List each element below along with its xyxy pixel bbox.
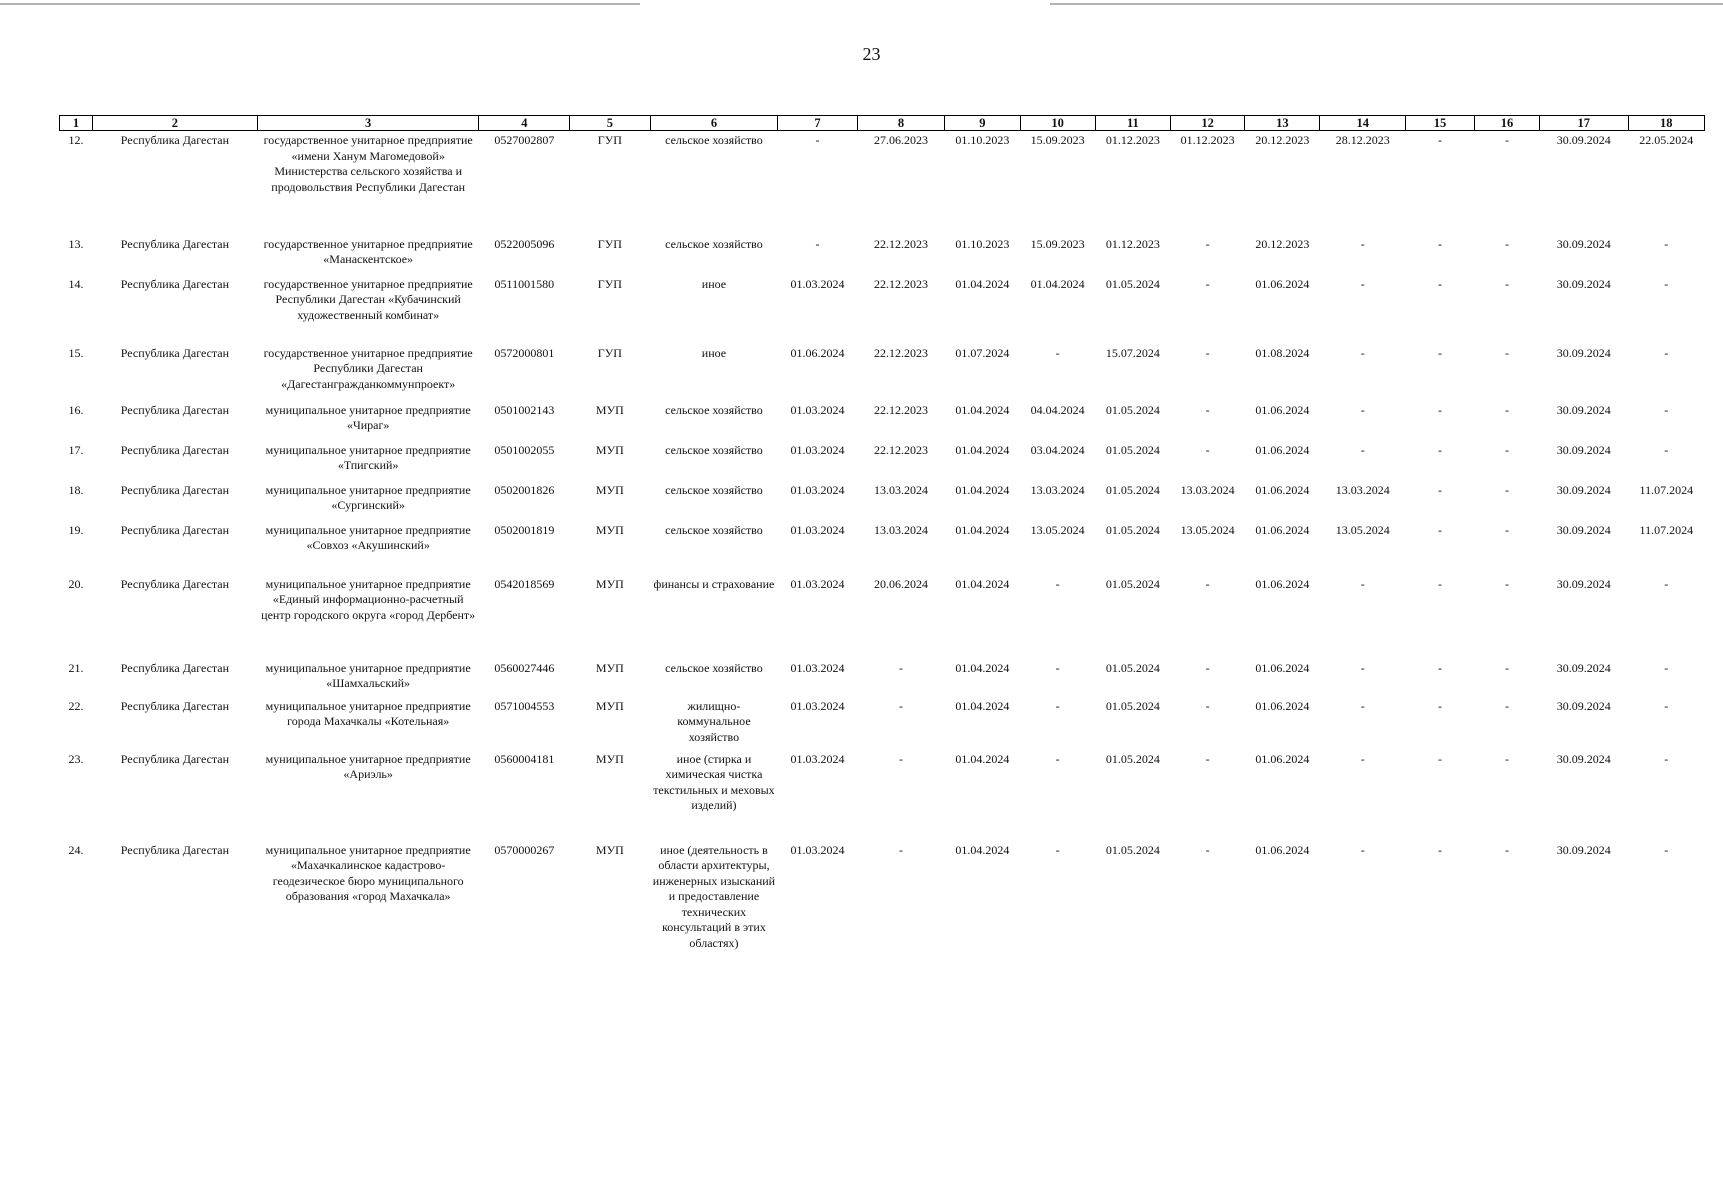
col12-cell: - <box>1205 236 1210 251</box>
col10-cell: - <box>1055 842 1060 857</box>
sector-cell: сельское хозяйство <box>665 660 763 675</box>
legal-form-cell: МУП <box>595 751 624 766</box>
sector-cell: сельское хозяйство <box>665 522 763 537</box>
col17-cell: 30.09.2024 <box>1556 133 1611 147</box>
col14-cell: - <box>1360 236 1365 251</box>
col18-cell: - <box>1664 402 1669 417</box>
table-row <box>60 521 1705 575</box>
col17-cell: 30.09.2024 <box>1556 522 1611 537</box>
inn-cell: 0571004553 <box>494 698 555 713</box>
col10-cell: 04.04.2024 <box>1030 402 1085 417</box>
col17-cell: 30.09.2024 <box>1556 751 1611 766</box>
col18-cell: - <box>1664 345 1669 360</box>
col11-cell: 01.05.2024 <box>1105 442 1160 457</box>
inn-cell: 0570000267 <box>494 842 555 857</box>
col7-cell: 01.03.2024 <box>790 442 845 457</box>
col7-cell: 01.03.2024 <box>790 698 845 713</box>
organization-name-cell: муниципальное унитарное предприятие города Махачкалы «Котельная» <box>265 698 471 728</box>
inn-cell: 0572000801 <box>494 345 555 360</box>
col12-cell: - <box>1205 442 1210 457</box>
col18-cell: - <box>1664 576 1669 591</box>
inn-cell: 0542018569 <box>494 576 555 591</box>
sector-cell: иное (стирка и химическая чистка текстильных и меховых изделий) <box>653 751 775 812</box>
col14-cell: - <box>1360 660 1365 675</box>
col18-cell: - <box>1664 751 1669 766</box>
col13-cell: 20.12.2023 <box>1255 236 1310 251</box>
table-row <box>60 697 1705 750</box>
legal-form-cell: ГУП <box>597 276 622 291</box>
region-cell: Республика Дагестан <box>120 442 230 457</box>
col8-cell: 22.12.2023 <box>874 345 928 360</box>
col7-cell: - <box>815 133 820 147</box>
col14-cell: - <box>1360 842 1365 857</box>
page-number: 23 <box>862 44 881 64</box>
col16-cell: - <box>1505 482 1509 497</box>
col10-cell: - <box>1055 751 1060 766</box>
col7-cell: 01.03.2024 <box>790 522 845 537</box>
col17-cell: 30.09.2024 <box>1556 402 1611 417</box>
col13-cell: 01.06.2024 <box>1255 698 1310 713</box>
col11-cell: 01.05.2024 <box>1105 698 1160 713</box>
organization-name-cell: государственное унитарное предприятие «имени Ханум Магомедовой» Министерства сельского хозяйства и продовольствия Республики Дагестан <box>263 133 473 194</box>
col14-cell: - <box>1360 576 1365 591</box>
col18-cell: - <box>1664 442 1669 457</box>
row-number: 20. <box>68 576 84 591</box>
col15-cell: - <box>1438 276 1443 291</box>
col11-cell: 01.05.2024 <box>1105 276 1160 291</box>
col8-cell: 20.06.2024 <box>874 576 928 591</box>
col9-cell: 01.04.2024 <box>955 751 1010 766</box>
column-header-1: 1 <box>60 116 93 131</box>
sector-cell: жилищно-коммунальное хозяйство <box>677 698 751 744</box>
col9-cell: 01.04.2024 <box>955 482 1010 497</box>
organization-name-cell: муниципальное унитарное предприятие «Махачкалинское кадастрово-геодезическое бюро муниципального образования «город Махачкала» <box>265 842 471 903</box>
col10-cell: 13.03.2024 <box>1030 482 1085 497</box>
region-cell: Республика Дагестан <box>120 522 230 537</box>
table-row <box>60 575 1705 659</box>
col18-cell: 11.07.2024 <box>1639 482 1694 497</box>
row-number: 15. <box>68 345 84 360</box>
region-cell: Республика Дагестан <box>120 345 230 360</box>
table-row <box>60 275 1705 344</box>
col10-cell: 01.04.2024 <box>1030 276 1085 291</box>
col9-cell: 01.04.2024 <box>955 522 1010 537</box>
col18-cell: - <box>1664 276 1669 291</box>
col10-cell: 03.04.2024 <box>1030 442 1085 457</box>
legal-form-cell: МУП <box>595 482 624 497</box>
column-header-6: 6 <box>650 116 778 131</box>
col14-cell: - <box>1360 442 1365 457</box>
row-number: 14. <box>68 276 84 291</box>
row-number: 22. <box>68 698 84 713</box>
col14-cell: - <box>1360 402 1365 417</box>
organization-name-cell: государственное унитарное предприятие Республики Дагестан «Дагестангражданкоммунпроект» <box>263 345 473 391</box>
col8-cell: 27.06.2023 <box>874 133 928 147</box>
col9-cell: 01.04.2024 <box>955 576 1010 591</box>
col17-cell: 30.09.2024 <box>1556 276 1611 291</box>
col8-cell: 22.12.2023 <box>874 236 928 251</box>
col15-cell: - <box>1438 133 1443 147</box>
column-header-12: 12 <box>1171 116 1245 131</box>
organization-name-cell: государственное унитарное предприятие «Манаскентское» <box>263 236 473 266</box>
sector-cell: сельское хозяйство <box>665 442 763 457</box>
col13-cell: 01.06.2024 <box>1255 522 1310 537</box>
col11-cell: 01.12.2023 <box>1105 133 1160 147</box>
table-row <box>60 841 1705 991</box>
inn-cell: 0511001580 <box>494 276 555 291</box>
col11-cell: 01.05.2024 <box>1105 402 1160 417</box>
region-cell: Республика Дагестан <box>120 236 230 251</box>
col8-cell: - <box>899 751 903 766</box>
sector-cell: финансы и страхование <box>653 576 775 591</box>
col15-cell: - <box>1438 236 1443 251</box>
col12-cell: - <box>1205 698 1210 713</box>
col18-cell: 11.07.2024 <box>1639 522 1694 537</box>
legal-form-cell: МУП <box>595 576 624 591</box>
col14-cell: - <box>1360 751 1365 766</box>
col18-cell: - <box>1664 842 1669 857</box>
column-header-17: 17 <box>1539 116 1628 131</box>
col12-cell: - <box>1205 576 1210 591</box>
legal-form-cell: ГУП <box>597 236 622 251</box>
col16-cell: - <box>1505 522 1509 537</box>
organization-name-cell: муниципальное унитарное предприятие «Совхоз «Акушинский» <box>265 522 471 552</box>
region-cell: Республика Дагестан <box>120 133 230 147</box>
col7-cell: 01.03.2024 <box>790 751 845 766</box>
col8-cell: 13.03.2024 <box>874 482 928 497</box>
col16-cell: - <box>1505 442 1509 457</box>
col12-cell: - <box>1205 345 1210 360</box>
col10-cell: - <box>1055 660 1060 675</box>
col8-cell: 22.12.2023 <box>874 402 928 417</box>
col15-cell: - <box>1438 345 1443 360</box>
col13-cell: 01.06.2024 <box>1255 660 1310 675</box>
inn-cell: 0560004181 <box>494 751 555 766</box>
col12-cell: 01.12.2023 <box>1180 133 1235 147</box>
inn-cell: 0501002143 <box>494 402 555 417</box>
col13-cell: 01.06.2024 <box>1255 402 1310 417</box>
legal-form-cell: ГУП <box>597 345 622 360</box>
col7-cell: 01.03.2024 <box>790 482 845 497</box>
col13-cell: 01.06.2024 <box>1255 276 1310 291</box>
col12-cell: 13.05.2024 <box>1180 522 1235 537</box>
col11-cell: 01.05.2024 <box>1105 842 1160 857</box>
col18-cell: 22.05.2024 <box>1639 133 1694 147</box>
row-number: 13. <box>68 236 84 251</box>
column-header-2: 2 <box>92 116 257 131</box>
col9-cell: 01.10.2023 <box>955 236 1010 251</box>
col7-cell: - <box>815 236 820 251</box>
table-row <box>60 481 1705 521</box>
organization-name-cell: государственное унитарное предприятие Республики Дагестан «Кубачинский художественный комбинат» <box>263 276 473 322</box>
col9-cell: 01.04.2024 <box>955 276 1010 291</box>
col9-cell: 01.04.2024 <box>955 842 1010 857</box>
organization-name-cell: муниципальное унитарное предприятие «Ариэль» <box>265 751 471 781</box>
col9-cell: 01.10.2023 <box>955 133 1010 147</box>
row-number: 21. <box>68 660 84 675</box>
table-row <box>60 344 1705 401</box>
row-number: 19. <box>68 522 84 537</box>
col13-cell: 01.06.2024 <box>1255 751 1310 766</box>
page-top-rule <box>0 3 1723 5</box>
col10-cell: 15.09.2023 <box>1030 236 1085 251</box>
table-row <box>60 235 1705 275</box>
col10-cell: - <box>1055 698 1060 713</box>
col10-cell: 13.05.2024 <box>1030 522 1085 537</box>
column-header-7: 7 <box>778 116 857 131</box>
col10-cell: - <box>1055 345 1060 360</box>
registry-table <box>59 115 1705 991</box>
col14-cell: - <box>1360 698 1365 713</box>
region-cell: Республика Дагестан <box>120 842 230 857</box>
col13-cell: 01.06.2024 <box>1255 442 1310 457</box>
col7-cell: 01.03.2024 <box>790 842 845 857</box>
legal-form-cell: МУП <box>595 660 624 675</box>
col13-cell: 01.08.2024 <box>1255 345 1310 360</box>
column-header-3: 3 <box>257 116 479 131</box>
col14-cell: 28.12.2023 <box>1335 133 1390 147</box>
col7-cell: 01.03.2024 <box>790 660 845 675</box>
inn-cell: 0527002807 <box>494 133 555 147</box>
col16-cell: - <box>1505 842 1509 857</box>
col15-cell: - <box>1438 751 1443 766</box>
col8-cell: 13.03.2024 <box>874 522 928 537</box>
inn-cell: 0501002055 <box>494 442 555 457</box>
row-number: 17. <box>68 442 84 457</box>
row-number: 16. <box>68 402 84 417</box>
col13-cell: 01.06.2024 <box>1255 576 1310 591</box>
col12-cell: - <box>1205 751 1210 766</box>
table-row <box>60 441 1705 481</box>
sector-cell: сельское хозяйство <box>665 133 763 147</box>
col9-cell: 01.04.2024 <box>955 442 1010 457</box>
col15-cell: - <box>1438 522 1443 537</box>
col17-cell: 30.09.2024 <box>1556 482 1611 497</box>
col16-cell: - <box>1505 576 1509 591</box>
col18-cell: - <box>1664 660 1669 675</box>
row-number: 23. <box>68 751 84 766</box>
inn-cell: 0502001826 <box>494 482 555 497</box>
row-number: 24. <box>68 842 84 857</box>
col17-cell: 30.09.2024 <box>1556 576 1611 591</box>
inn-cell: 0522005096 <box>494 236 555 251</box>
col16-cell: - <box>1505 236 1509 251</box>
sector-cell: иное <box>701 276 727 291</box>
col9-cell: 01.04.2024 <box>955 698 1010 713</box>
sector-cell: сельское хозяйство <box>665 482 763 497</box>
col15-cell: - <box>1438 660 1443 675</box>
legal-form-cell: МУП <box>595 842 624 857</box>
row-number: 12. <box>68 133 84 147</box>
col15-cell: - <box>1438 576 1443 591</box>
col15-cell: - <box>1438 842 1443 857</box>
col17-cell: 30.09.2024 <box>1556 236 1611 251</box>
col13-cell: 20.12.2023 <box>1255 133 1310 147</box>
col16-cell: - <box>1505 345 1509 360</box>
column-header-9: 9 <box>945 116 1020 131</box>
column-header-4: 4 <box>479 116 570 131</box>
col8-cell: 22.12.2023 <box>874 276 928 291</box>
col15-cell: - <box>1438 482 1443 497</box>
col11-cell: 15.07.2024 <box>1105 345 1160 360</box>
organization-name-cell: муниципальное унитарное предприятие «Шамхальский» <box>265 660 471 690</box>
col12-cell: - <box>1205 842 1210 857</box>
col13-cell: 01.06.2024 <box>1255 482 1310 497</box>
region-cell: Республика Дагестан <box>120 276 230 291</box>
region-cell: Республика Дагестан <box>120 482 230 497</box>
col15-cell: - <box>1438 442 1443 457</box>
column-header-5: 5 <box>570 116 650 131</box>
col16-cell: - <box>1505 660 1509 675</box>
col16-cell: - <box>1505 133 1509 147</box>
col18-cell: - <box>1664 236 1669 251</box>
col15-cell: - <box>1438 402 1443 417</box>
col11-cell: 01.05.2024 <box>1105 751 1160 766</box>
col9-cell: 01.04.2024 <box>955 402 1010 417</box>
col12-cell: - <box>1205 660 1210 675</box>
sector-cell: иное (деятельность в области архитектуры, инженерных изысканий и предоставление технических консультаций в этих областях) <box>652 842 776 950</box>
col16-cell: - <box>1505 402 1509 417</box>
col12-cell: - <box>1205 402 1210 417</box>
col9-cell: 01.07.2024 <box>955 345 1010 360</box>
inn-cell: 0560027446 <box>494 660 555 675</box>
col11-cell: 01.05.2024 <box>1105 576 1160 591</box>
col7-cell: 01.03.2024 <box>790 402 845 417</box>
col16-cell: - <box>1505 698 1509 713</box>
organization-name-cell: муниципальное унитарное предприятие «Единый информационно-расчетный центр городского округа «город Дербент» <box>261 576 476 622</box>
region-cell: Республика Дагестан <box>120 402 230 417</box>
legal-form-cell: МУП <box>595 698 624 713</box>
col10-cell: 15.09.2023 <box>1030 133 1085 147</box>
organization-name-cell: муниципальное унитарное предприятие «Сургинский» <box>265 482 471 512</box>
column-header-14: 14 <box>1320 116 1406 131</box>
region-cell: Республика Дагестан <box>120 751 230 766</box>
col8-cell: - <box>899 660 903 675</box>
col14-cell: 13.03.2024 <box>1335 482 1390 497</box>
col14-cell: - <box>1360 345 1365 360</box>
col10-cell: - <box>1055 576 1060 591</box>
legal-form-cell: МУП <box>595 402 624 417</box>
col12-cell: - <box>1205 276 1210 291</box>
col17-cell: 30.09.2024 <box>1556 660 1611 675</box>
table-row <box>60 401 1705 441</box>
col11-cell: 01.05.2024 <box>1105 482 1160 497</box>
table-body <box>60 131 1705 991</box>
col7-cell: 01.06.2024 <box>790 345 845 360</box>
column-header-18: 18 <box>1628 116 1704 131</box>
column-header-8: 8 <box>857 116 945 131</box>
table-row <box>60 750 1705 841</box>
col18-cell: - <box>1664 698 1669 713</box>
col11-cell: 01.05.2024 <box>1105 660 1160 675</box>
sector-cell: иное <box>701 345 727 360</box>
col14-cell: - <box>1360 276 1365 291</box>
col15-cell: - <box>1438 698 1443 713</box>
col14-cell: 13.05.2024 <box>1335 522 1390 537</box>
col17-cell: 30.09.2024 <box>1556 442 1611 457</box>
sector-cell: сельское хозяйство <box>665 236 763 251</box>
col16-cell: - <box>1505 276 1509 291</box>
column-header-13: 13 <box>1245 116 1320 131</box>
col11-cell: 01.05.2024 <box>1105 522 1160 537</box>
organization-name-cell: муниципальное унитарное предприятие «Тпигский» <box>265 442 471 472</box>
col13-cell: 01.06.2024 <box>1255 842 1310 857</box>
region-cell: Республика Дагестан <box>120 660 230 675</box>
row-number: 18. <box>68 482 84 497</box>
col11-cell: 01.12.2023 <box>1105 236 1160 251</box>
col7-cell: 01.03.2024 <box>790 276 845 291</box>
table-row <box>60 659 1705 697</box>
table-row <box>60 131 1705 235</box>
col12-cell: 13.03.2024 <box>1180 482 1235 497</box>
col8-cell: - <box>899 842 903 857</box>
region-cell: Республика Дагестан <box>120 576 230 591</box>
region-cell: Республика Дагестан <box>120 698 230 713</box>
column-header-10: 10 <box>1020 116 1095 131</box>
col17-cell: 30.09.2024 <box>1556 698 1611 713</box>
column-header-15: 15 <box>1406 116 1475 131</box>
inn-cell: 0502001819 <box>494 522 555 537</box>
column-header-16: 16 <box>1475 116 1540 131</box>
legal-form-cell: МУП <box>595 442 624 457</box>
registry-table-wrap <box>59 115 1705 991</box>
header-row <box>60 116 1705 131</box>
col8-cell: - <box>899 698 903 713</box>
col17-cell: 30.09.2024 <box>1556 842 1611 857</box>
legal-form-cell: ГУП <box>597 133 622 147</box>
organization-name-cell: муниципальное унитарное предприятие «Чираг» <box>265 402 471 432</box>
col9-cell: 01.04.2024 <box>955 660 1010 675</box>
sector-cell: сельское хозяйство <box>665 402 763 417</box>
col16-cell: - <box>1505 751 1509 766</box>
col17-cell: 30.09.2024 <box>1556 345 1611 360</box>
legal-form-cell: МУП <box>595 522 624 537</box>
column-header-11: 11 <box>1095 116 1170 131</box>
col7-cell: 01.03.2024 <box>790 576 845 591</box>
col8-cell: 22.12.2023 <box>874 442 928 457</box>
